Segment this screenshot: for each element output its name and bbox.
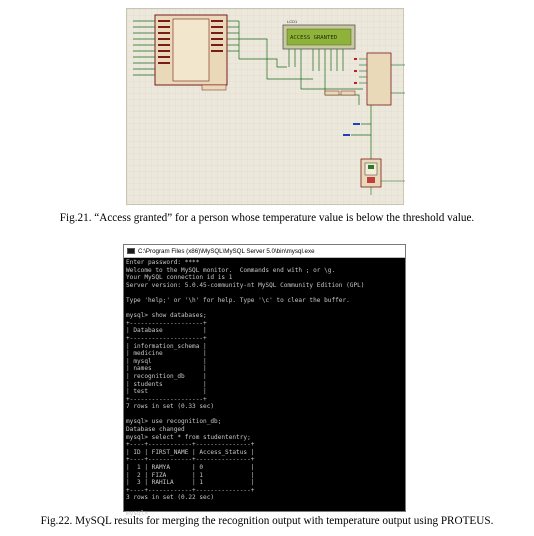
- console-line: [126, 289, 403, 297]
- console-line: Enter password: ****: [126, 259, 200, 266]
- console-line: | 1 | RAMYA | 0 |: [126, 464, 255, 472]
- console-line: | medicine |: [126, 350, 207, 358]
- console-line: Server version: 5.0.45-community-nt MySQL Community Edition (GPL): [126, 281, 365, 289]
- console-line: | recognition_db |: [126, 372, 207, 380]
- lcd-text: ACCESS GRANTED: [290, 35, 338, 41]
- console-line: mysql>: [126, 509, 149, 517]
- console-line: | Database |: [126, 327, 207, 335]
- console-line: mysql> show databases;: [126, 312, 207, 320]
- figure-22-caption: Fig.22. MySQL results for merging the recognition output with temperature output using PROTEUS.: [40, 515, 494, 527]
- console-line: +----+------------+---------------+: [126, 441, 255, 449]
- figure-21-caption: Fig.21. “Access granted” for a person whose temperature value is below the threshold value.: [59, 212, 475, 224]
- console-line: | test |: [126, 388, 207, 396]
- console-line: | 3 | RAHILA | 1 |: [126, 479, 255, 487]
- console-line: +--------------------+: [126, 334, 207, 342]
- console-line: 3 rows in set (0.22 sec): [126, 494, 215, 502]
- console-output: [124, 258, 405, 518]
- schematic-drawing: [127, 9, 405, 206]
- console-line: Database changed: [126, 426, 185, 434]
- console-line: Type 'help;' or '\h' for help. Type '\c' to clear the buffer.: [126, 296, 350, 304]
- console-line: [126, 411, 403, 419]
- proteus-schematic-image: [126, 8, 404, 205]
- console-line: mysql> select * from studententry;: [126, 433, 251, 441]
- console-line: | 2 | FIZA | 1 |: [126, 471, 255, 479]
- console-titlebar: [124, 245, 405, 258]
- console-line: Your MySQL connection id is 1: [126, 274, 233, 282]
- console-app-icon: [127, 248, 135, 254]
- console-line: 7 rows in set (0.33 sec): [126, 403, 215, 411]
- console-line: | students |: [126, 380, 207, 388]
- console-line: +--------------------+: [126, 319, 207, 327]
- console-line: [126, 305, 403, 313]
- console-line: | ID | FIRST_NAME | Access_Status |: [126, 448, 255, 456]
- window-title: C:\Program Files (x86)\MySQL\MySQL Server 5.0\bin\mysql.exe: [138, 247, 315, 255]
- console-line: +----+------------+---------------+: [126, 456, 255, 464]
- mysql-console-window: [123, 244, 406, 517]
- console-line: | names |: [126, 365, 207, 373]
- console-line: [126, 502, 403, 510]
- console-line: +--------------------+: [126, 395, 207, 403]
- console-line: | mysql |: [126, 357, 207, 365]
- console-line: mysql> use recognition_db;: [126, 418, 222, 426]
- console-line: | information_schema |: [126, 342, 207, 350]
- lcd-label: LCD1: [287, 19, 298, 24]
- console-line: Welcome to the MySQL monitor. Commands end with ; or \g.: [126, 266, 336, 274]
- console-line: +----+------------+---------------+: [126, 486, 255, 494]
